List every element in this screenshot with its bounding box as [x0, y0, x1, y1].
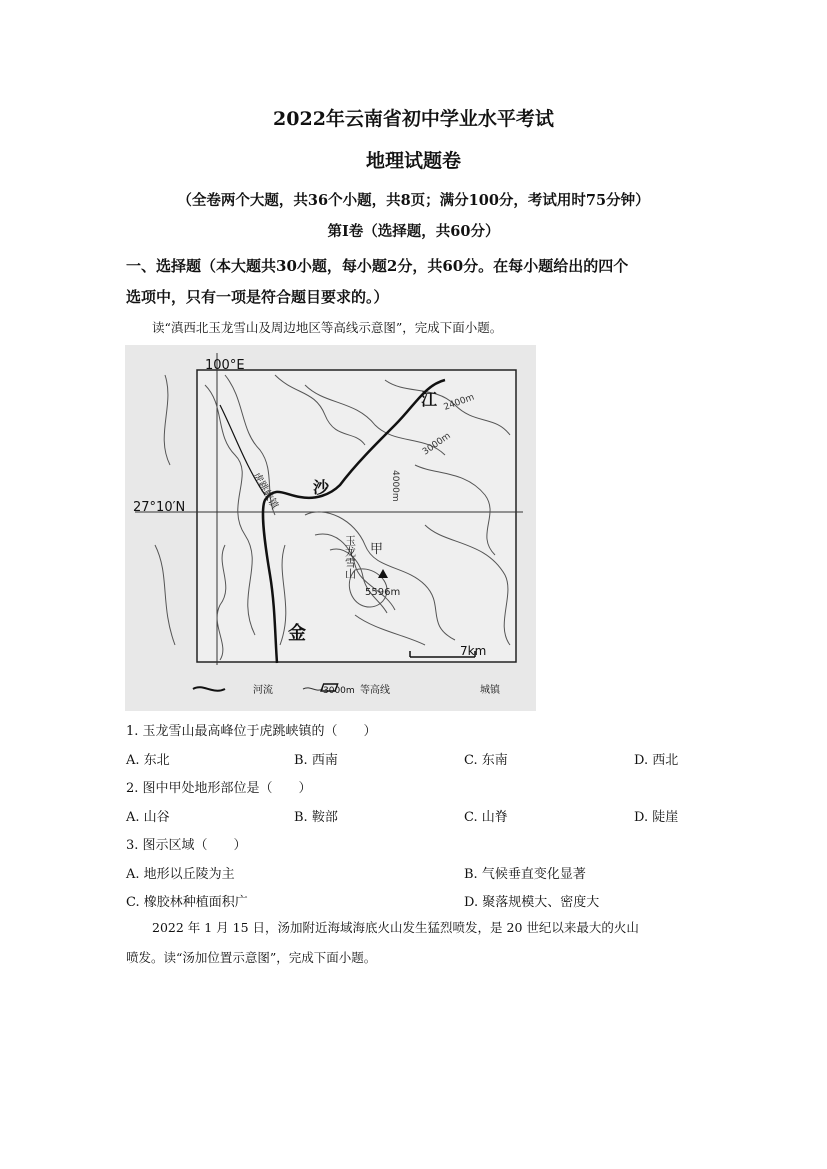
q2-option-b[interactable]: B. 鞍部 [294, 810, 338, 825]
svg-text:3000m: 3000m [323, 686, 355, 696]
question-3-stem: 3. 图示区域（ ） [126, 838, 247, 853]
q1-option-c[interactable]: C. 东南 [464, 753, 508, 768]
latitude-label: 27°10′N [133, 500, 186, 515]
q1-option-b[interactable]: B. 西南 [294, 753, 338, 768]
svg-text:玉龙雪山: 玉龙雪山 [343, 535, 357, 579]
svg-text:7km: 7km [460, 644, 487, 658]
contour-4000-label: 4000m [390, 470, 400, 502]
q3-option-a[interactable]: A. 地形以丘陵为主 [126, 867, 235, 882]
volume-heading: 第Ⅰ卷（选择题，共60分） [327, 223, 500, 240]
svg-text:城镇: 城镇 [480, 685, 500, 696]
map-intro: 读“滇西北玉龙雪山及周边地区等高线示意图”，完成下面小题。 [152, 320, 503, 335]
map-legend [193, 683, 501, 696]
river-label-sha: 沙 [313, 478, 330, 497]
town-label: 虎跳峡镇 [250, 471, 280, 512]
q2-option-a[interactable]: A. 山谷 [126, 810, 170, 825]
q2-option-c[interactable]: C. 山脊 [464, 810, 508, 825]
exam-title: 2022年云南省初中学业水平考试 [273, 108, 554, 130]
longitude-label: 100°E [205, 358, 245, 373]
peak-elevation: 5596m [365, 587, 401, 598]
q1-option-a[interactable]: A. 东北 [126, 753, 170, 768]
mountain-label [344, 535, 357, 580]
q3-option-d[interactable]: D. 聚落规模大、密度大 [464, 895, 600, 910]
q1-option-d[interactable]: D. 西北 [634, 753, 679, 768]
exam-subtitle: 地理试题卷 [365, 150, 461, 172]
q3-option-b[interactable]: B. 气候垂直变化显著 [464, 867, 586, 882]
map-frame [197, 370, 516, 662]
tonga-intro-line1: 2022 年 1 月 15 日，汤加附近海域海底火山发生猛烈喷发，是 20 世纪以来最大的火山 [152, 920, 639, 935]
contour-map [125, 345, 536, 711]
river-label-jin: 金 [288, 623, 306, 644]
contour-3000-label: 3000m [420, 431, 453, 458]
q3-option-c[interactable]: C. 橡胶林种植面积广 [126, 895, 248, 910]
section-heading-line2: 选项中，只有一项是符合题目要求的。） [126, 288, 389, 306]
section-heading-line1: 一、选择题（本大题共30小题，每小题2分，共60分。在每小题给出的四个 [126, 257, 629, 275]
q2-option-d[interactable]: D. 陡崖 [634, 810, 679, 825]
question-1-stem: 1. 玉龙雪山最高峰位于虎跳峡镇的（ ） [126, 724, 377, 739]
tonga-intro-line2: 喷发。读“汤加位置示意图”，完成下面小题。 [126, 950, 377, 965]
svg-text:等高线: 等高线 [360, 685, 390, 696]
point-jia-label: 甲 [370, 542, 384, 557]
question-2-stem: 2. 图中甲处地形部位是（ ） [126, 781, 312, 796]
contour-2400-label: 2400m [442, 392, 476, 413]
river-label-jiang: 江 [421, 390, 438, 409]
svg-text:河流: 河流 [253, 685, 273, 696]
exam-note: （全卷两个大题，共36个小题，共8页；满分100分，考试用时75分钟） [177, 192, 650, 209]
